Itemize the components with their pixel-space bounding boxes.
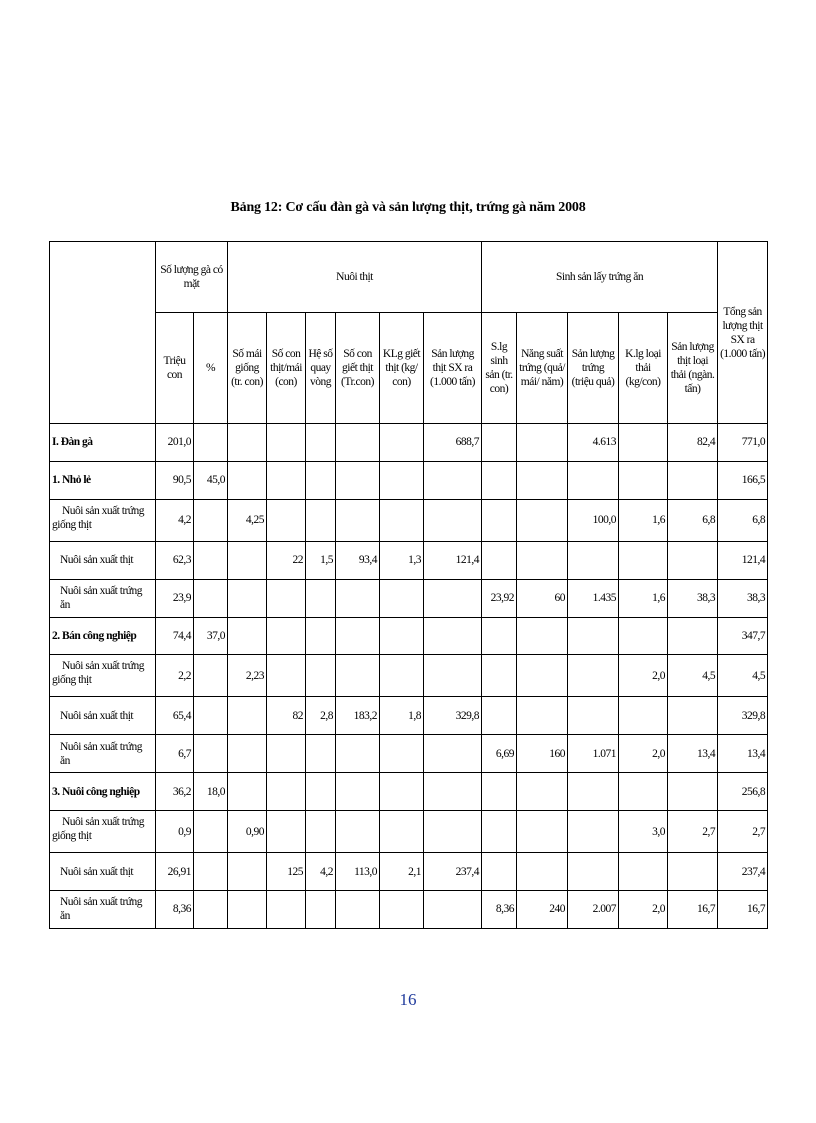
table-cell: 1,6 [619,499,668,541]
table-cell: 4,2 [156,499,194,541]
table-cell: 13,4 [668,735,718,773]
table-cell: 82 [267,697,306,735]
table-cell [228,579,267,617]
table-row [50,579,768,617]
header-blank [50,242,156,424]
header-col: K.lg loại thải (kg/con) [619,313,668,424]
table-cell [306,655,336,697]
table-cell [517,773,568,811]
table-cell: 183,2 [336,697,380,735]
row-label: Nuôi sản xuất thịt [50,697,156,735]
table-cell [228,461,267,499]
table-cell [228,890,267,928]
table-cell [482,541,517,579]
row-label: 1. Nhỏ lẻ [50,461,156,499]
table-cell [228,697,267,735]
table-cell: 1.071 [568,735,619,773]
table-cell: 2,8 [306,697,336,735]
table-row [50,541,768,579]
table-cell: 2,0 [619,655,668,697]
table-cell: 45,0 [194,461,228,499]
table-cell [194,541,228,579]
table-cell [228,424,267,462]
header-col: Năng suất trứng (quả/ mái/ năm) [517,313,568,424]
table-cell: 16,7 [718,890,768,928]
table-cell: 1,8 [380,697,424,735]
table-cell [306,499,336,541]
table-cell [306,461,336,499]
table-cell [228,853,267,891]
table-cell [336,811,380,853]
table-cell [267,811,306,853]
row-label: Nuôi sản xuất thịt [50,541,156,579]
table-cell [482,811,517,853]
table-row [50,424,768,462]
table-cell [380,461,424,499]
table-cell [228,773,267,811]
table-cell [380,811,424,853]
table-cell [619,541,668,579]
table-cell [228,541,267,579]
table-cell: 329,8 [424,697,482,735]
table-cell [267,773,306,811]
table-cell [424,773,482,811]
header-col: S.lg sinh sản (tr. con) [482,313,517,424]
table-cell: 1.435 [568,579,619,617]
table-cell [517,424,568,462]
table-cell [482,499,517,541]
table-cell [619,617,668,655]
header-col: Số con thịt/mái (con) [267,313,306,424]
table-cell [306,424,336,462]
table-row [50,773,768,811]
header-col: Số con giết thịt (Tr.con) [336,313,380,424]
table-row [50,617,768,655]
table-row [50,811,768,853]
table-cell: 2,0 [619,735,668,773]
table-cell: 4,2 [306,853,336,891]
table-cell: 4,25 [228,499,267,541]
table-cell: 3,0 [619,811,668,853]
table-cell: 4.613 [568,424,619,462]
table-cell: 2.007 [568,890,619,928]
table-cell [267,499,306,541]
table-cell: 2,1 [380,853,424,891]
header-col: Sản lượng trứng (triệu quả) [568,313,619,424]
table-cell: 256,8 [718,773,768,811]
table-cell: 113,0 [336,853,380,891]
table-cell: 65,4 [156,697,194,735]
table-cell [568,541,619,579]
row-label: Nuôi sản xuất trứng giống thịt [50,655,156,697]
table-cell: 93,4 [336,541,380,579]
table-cell [336,499,380,541]
table-cell: 90,5 [156,461,194,499]
table-cell [424,461,482,499]
table-cell [306,890,336,928]
table-cell [267,890,306,928]
table-cell: 60 [517,579,568,617]
table-cell [380,735,424,773]
table-cell: 240 [517,890,568,928]
table-cell [424,655,482,697]
table-row [50,461,768,499]
table-cell: 4,5 [718,655,768,697]
table-cell: 36,2 [156,773,194,811]
table-cell [668,541,718,579]
row-label: Nuôi sản xuất thịt [50,853,156,891]
row-label: Nuôi sản xuất trứng giống thịt [50,499,156,541]
table-cell [194,424,228,462]
table-cell: 2,0 [619,890,668,928]
table-cell: 121,4 [424,541,482,579]
table-cell: 160 [517,735,568,773]
table-cell [517,697,568,735]
table-cell [194,890,228,928]
table-body [50,424,768,929]
table-cell [228,735,267,773]
table-cell: 347,7 [718,617,768,655]
table-cell [194,811,228,853]
table-cell [568,811,619,853]
table-cell: 100,0 [568,499,619,541]
row-label: Nuôi sản xuất trứng giống thịt [50,811,156,853]
table-cell: 0,9 [156,811,194,853]
table-cell: 16,7 [668,890,718,928]
table-cell [380,617,424,655]
header-total-meat: Tổng sản lượng thịt SX ra (1.000 tấn) [718,242,768,424]
table-cell [517,655,568,697]
table-cell: 23,9 [156,579,194,617]
table-cell: 1,6 [619,579,668,617]
table-cell: 201,0 [156,424,194,462]
header-col: Sản lượng thịt SX ra (1.000 tấn) [424,313,482,424]
table-cell: 6,8 [718,499,768,541]
table-cell: 23,92 [482,579,517,617]
table-cell [619,853,668,891]
table-cell [619,461,668,499]
table-title: Bảng 12: Cơ cấu đàn gà và sản lượng thịt, trứng gà năm 2008 [230,200,586,215]
table-cell [482,853,517,891]
header-col: Triệu con [156,313,194,424]
table-cell [517,461,568,499]
page-number: 16 [399,990,417,1009]
header-col: KLg giết thịt (kg/ con) [380,313,424,424]
table-cell [194,697,228,735]
table-cell [380,579,424,617]
table-cell [517,541,568,579]
table-cell: 329,8 [718,697,768,735]
table-cell [194,499,228,541]
table-cell [380,890,424,928]
table-cell [517,811,568,853]
table-cell: 237,4 [424,853,482,891]
table-row [50,890,768,928]
table-cell: 38,3 [668,579,718,617]
table-cell [306,735,336,773]
table-cell: 166,5 [718,461,768,499]
table-cell: 2,23 [228,655,267,697]
table-cell [380,499,424,541]
table-row [50,697,768,735]
table-cell: 38,3 [718,579,768,617]
table-cell: 8,36 [156,890,194,928]
table-cell [668,773,718,811]
table-cell [568,617,619,655]
table-cell: 62,3 [156,541,194,579]
table-cell [267,617,306,655]
row-label: Nuôi sản xuất trứng ăn [50,735,156,773]
table-cell [668,617,718,655]
table-cell [568,773,619,811]
table-cell: 688,7 [424,424,482,462]
table-cell [568,461,619,499]
table-cell [306,811,336,853]
table-cell [482,424,517,462]
table-cell [380,655,424,697]
header-col: Số mái giống (tr. con) [228,313,267,424]
table-cell [336,735,380,773]
table-cell: 237,4 [718,853,768,891]
table-cell: 0,90 [228,811,267,853]
table-cell: 37,0 [194,617,228,655]
row-label: Nuôi sản xuất trứng ăn [50,579,156,617]
table-cell [619,773,668,811]
table-cell [424,617,482,655]
table-cell [336,890,380,928]
table-cell [194,655,228,697]
table-cell [668,461,718,499]
table-cell [668,853,718,891]
table-cell: 1,3 [380,541,424,579]
table-cell: 74,4 [156,617,194,655]
row-label: I. Đàn gà [50,424,156,462]
table-cell [482,655,517,697]
header-group-egg: Sinh sản lấy trứng ăn [482,242,718,313]
table-cell [424,735,482,773]
table-cell [517,853,568,891]
table-cell [424,890,482,928]
table-row [50,655,768,697]
table-cell [380,424,424,462]
row-label: Nuôi sản xuất trứng ăn [50,890,156,928]
table-cell [194,579,228,617]
table-cell [668,697,718,735]
table-cell: 26,91 [156,853,194,891]
table-cell [336,655,380,697]
table-cell [517,499,568,541]
table-cell [336,461,380,499]
table-cell [619,424,668,462]
row-label: 3. Nuôi công nghiệp [50,773,156,811]
table-cell [267,461,306,499]
table-cell [568,697,619,735]
header-group-meat: Nuôi thịt [228,242,482,313]
table-cell: 22 [267,541,306,579]
table-cell [568,655,619,697]
table-cell [267,579,306,617]
header-group-count: Số lượng gà có mặt [156,242,228,313]
table-cell: 2,7 [718,811,768,853]
table-cell: 125 [267,853,306,891]
table-cell [482,697,517,735]
table-cell: 18,0 [194,773,228,811]
table-cell [424,499,482,541]
table-cell [306,617,336,655]
table-cell [482,461,517,499]
table-cell [336,773,380,811]
table-cell [228,617,267,655]
table-cell: 771,0 [718,424,768,462]
table-row [50,853,768,891]
header-col: % [194,313,228,424]
table-cell [194,853,228,891]
row-label: 2. Bán công nghiệp [50,617,156,655]
table-cell [267,735,306,773]
table-row [50,735,768,773]
table-cell: 121,4 [718,541,768,579]
table-cell: 4,5 [668,655,718,697]
table-cell: 6,69 [482,735,517,773]
table-cell [424,579,482,617]
table-cell [336,579,380,617]
table-cell [568,853,619,891]
table-cell [424,811,482,853]
table-cell [306,773,336,811]
table-cell [336,617,380,655]
table-cell: 2,7 [668,811,718,853]
header-col: Hệ số quay vòng [306,313,336,424]
table-cell [482,773,517,811]
table-cell [194,735,228,773]
table-row [50,499,768,541]
table-cell [267,655,306,697]
table-cell: 8,36 [482,890,517,928]
table-cell: 13,4 [718,735,768,773]
table-cell [267,424,306,462]
table-cell [482,617,517,655]
table-cell: 6,7 [156,735,194,773]
table-cell [306,579,336,617]
table-cell [336,424,380,462]
table-cell: 2,2 [156,655,194,697]
data-table [49,241,768,929]
table-cell [619,697,668,735]
table-cell: 1,5 [306,541,336,579]
table-cell: 82,4 [668,424,718,462]
header-col: Sản lượng thịt loại thải (ngàn. tấn) [668,313,718,424]
table-cell [380,773,424,811]
table-cell: 6,8 [668,499,718,541]
table-cell [517,617,568,655]
